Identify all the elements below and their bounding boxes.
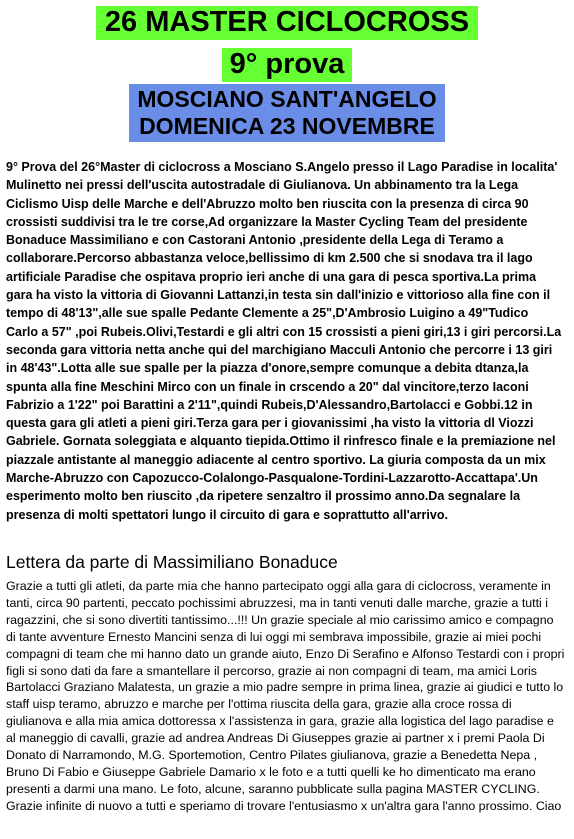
subtitle-location-date: [129, 84, 444, 142]
subtitle-location: MOSCIANO SANT'ANGELO: [137, 86, 437, 112]
title-line-1: 26 MASTER CICLOCROSS: [96, 6, 478, 40]
title-line-1-container: [0, 6, 574, 40]
subtitle-date: DOMENICA 23 NOVEMBRE: [139, 113, 435, 139]
title-line-2-container: [0, 48, 574, 82]
title-line-2: 9° prova: [222, 48, 353, 82]
subtitle-block: [0, 84, 574, 142]
letter-body-text: Grazie a tutti gli atleti, da parte mia che hanno partecipato oggi alla gara di ciclocross, veramente in tanti, circa 90 partenti, peccato pochissimi abruzzesi, ma in tanti venuti dalle marche, grazie a tutti i ragazzini, che si sono divertiti tantissimo...!!! Un grazie speciale al mio carissimo amico e compagno di tante avventure Ernesto Mancini senza di lui oggi mi sembrava impossibile, grazie ai miei pochi compagni di team che mi hanno dato un grande aiuto, Enzo Di Serafino e Alfonso Testardi con i propri figli si sono dati da fare a smantellare il percorso, grazie ai non compagni di team, ma amici Loris Bartolacci Graziano Malatesta, un grazie a mio padre sempre in prima linea, grazie ai giudici e tutto lo staff uisp teramo, abruzzo e marche per l'ottima riuscita della gara, grazie alla croce rossa di giulianova e alla mia amica dottoressa x l'assistenza in gara, grazie alla logistica del lago paradise e al maneggio di cavalli, grazie ad andrea Andreas Di Giuseppes grazie ai partner x i premi Paola Di Donato di Narramondo, M.G. Sportemotion, Centro Pilates giulianova, grazie a Benedetta Nepa , Bruno Di Fabio e Giuseppe Gabriele Damario x le foto e a tutti quelli ke ho dimenticato ma erano presenti a darmi una mano. Le foto, alcune, saranno pubblicate sulla pagina MASTER CYCLING. Grazie infinite di nuovo a tutti e speriamo di trovare l'entusiasmo x un'altra gara l'anno prossimo. Ciao: [6, 579, 565, 813]
letter-heading: Lettera da parte di Massimiliano Bonaduce: [6, 552, 338, 572]
race-report-text: 9° Prova del 26°Master di ciclocross a Mosciano S.Angelo presso il Lago Paradise in localita' Mulinetto nei pressi dell'uscita autostradale di Giulianova. Un abbinamento tra la Lega Ciclismo Uisp delle Marche e dell'Abruzzo molto ben riuscita con la presenza di circa 90 crossisti suddivisi tra le tre corse,Ad organizzare la Master Cycling Team del presidente Bonaduce Massimiliano e con Castorani Antonio ,presidente della Lega di Teramo a collaborare.Percorso abbastanza veloce,bellissimo di km 2.500 che si snodava tra il lago artificiale Paradise che ospitava proprio ieri anche di una gara di pesca sportiva.La prima gara ha visto la vittoria di Giovanni Lattanzi,in testa sin dall'inizio e vittorioso alla fine con il tempo di 48'13",alle sue spalle Pedante Clemente a 25",D'Ambrosio Luigino a 49"Tudico Carlo a 57" ,poi Rubeis.Olivi,Testardi e gli altri con 15 crossisti a pieni giri,13 i giri percorsi.La seconda gara vittoria netta anche qui del marchigiano Macculi Antonio che percorre i 13 giri in 48'43".Lotta alle sue spalle per la piazza d'onore,sempre comunque a debita dtanza,la spunta alla fine Meschini Mirco con un finale in crscendo a 20" dal vincitore,terzo Iaconi Fabrizio a 1'22" poi Barattini a 2'11",quindi Rubeis,D'Alessandro,Bartolacci e Gobbi.12 in questa gara gli atleti a pieni giri.Terza gara per i giovanissimi ,ha visto la vittoria dl Viozzi Gabriele. Gornata soleggiata e alquanto tiepida.Ottimo il rinfresco finale e la premiazione nel piazzale antistante al maneggio adiacente al centro sportivo. La giuria composta da un mix Marche-Abruzzo con Capozucco-Colalongo-Pasqualone-Tordini-Lazzarotto-Accattapa'.Un esperimento molto ben riuscito ,da ripetere senzaltro il prossimo anno.Da segnalare la presenza di molti spettatori lungo il circuito di gara e soprattutto all'arrivo.: [6, 160, 562, 522]
